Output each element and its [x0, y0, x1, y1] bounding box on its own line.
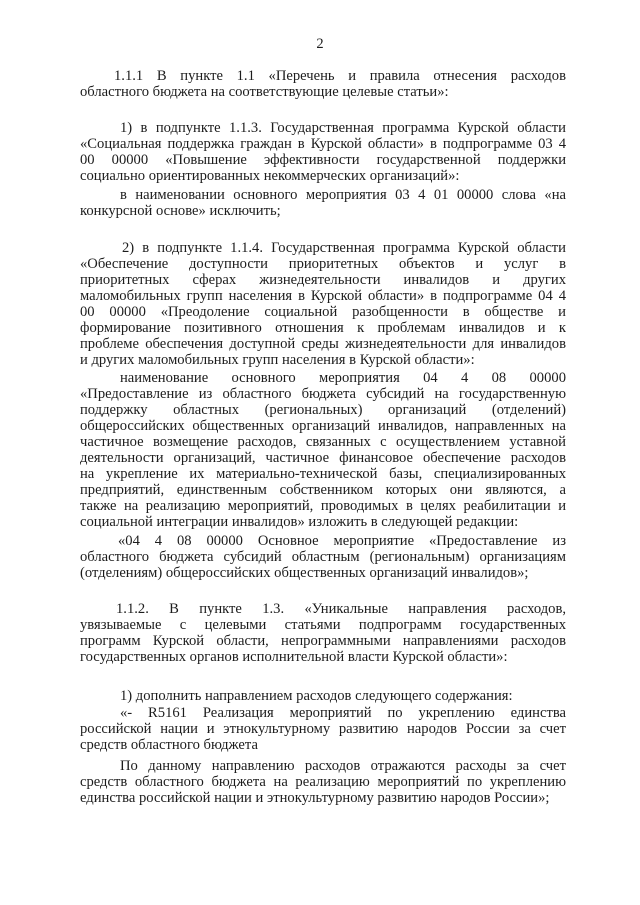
- text-line: наименование основного мероприятия 04 4 08 00000: [120, 370, 566, 386]
- text-line: формирование позитивного отношения к проблемам инвалидов и к: [80, 320, 566, 336]
- text-line: 1) дополнить направлением расходов следующего содержания:: [120, 688, 513, 704]
- text-line: 00 00000 «Преодоление социальной разобщенности в обществе и: [80, 304, 566, 320]
- text-line: «Обеспечение доступности приоритетных объектов и услуг в: [80, 256, 566, 272]
- text-line: областного бюджета субсидий областным (региональным) организациям: [80, 549, 566, 565]
- page-number: 2: [316, 36, 324, 52]
- text-line: увязываемые с целевыми статьями подпрограмм государственных: [80, 617, 566, 633]
- text-line: общероссийских общественных организаций инвалидов, направленных на: [80, 418, 566, 434]
- text-line: маломобильных групп населения в Курской области» в подпрограмме 04 4: [80, 288, 566, 304]
- text-line: 00 00000 «Повышение эффективности государственной поддержки: [80, 152, 566, 168]
- text-line: «- R5161 Реализация мероприятий по укреплению единства: [120, 705, 566, 721]
- text-line: 2) в подпункте 1.1.4. Государственная программа Курской области: [122, 240, 566, 256]
- text-line: деятельности организаций, частичное финансовое обеспечение расходов: [80, 450, 566, 466]
- text-line: частичное возмещение расходов, связанных с осуществлением уставной: [80, 434, 566, 450]
- text-line: социальной интеграции инвалидов» изложить в следующей редакции:: [80, 514, 519, 530]
- text-line: «Предоставление из областного бюджета субсидий на государственную: [80, 386, 566, 402]
- text-line: конкурсной основе» исключить;: [80, 203, 281, 219]
- text-line: областного бюджета на соответствующие целевые статьи»:: [80, 84, 449, 100]
- text-line: в наименовании основного мероприятия 03 4 01 00000 слова «на: [120, 187, 566, 203]
- text-line: единства российской нации и этнокультурному развитию народов России»;: [80, 790, 550, 806]
- text-line: социально ориентированных некоммерческих организаций»:: [80, 168, 460, 184]
- text-line: По данному направлению расходов отражаются расходы за счет: [120, 758, 566, 774]
- text-line: «Социальная поддержка граждан в Курской области» в подпрограмме 03 4: [80, 136, 566, 152]
- text-line: (отделениям) общероссийских общественных организаций инвалидов»;: [80, 565, 529, 581]
- text-line: 1.1.1 В пункте 1.1 «Перечень и правила отнесения расходов: [114, 68, 566, 84]
- text-line: и других маломобильных групп населения в Курской области»:: [80, 352, 475, 368]
- text-line: предприятий, единственным собственником которых они являются, а: [80, 482, 566, 498]
- text-line: на укрепление их материально-технической базы, специализированных: [80, 466, 566, 482]
- text-line: 1.1.2. В пункте 1.3. «Уникальные направления расходов,: [116, 601, 566, 617]
- text-line: «04 4 08 00000 Основное мероприятие «Предоставление из: [118, 533, 566, 549]
- text-line: государственных органов исполнительной власти Курской области»:: [80, 649, 508, 665]
- text-line: приоритетных сферах жизнедеятельности инвалидов и других: [80, 272, 566, 288]
- text-line: средств областного бюджета: [80, 737, 258, 753]
- text-line: 1) в подпункте 1.1.3. Государственная программа Курской области: [120, 120, 566, 136]
- text-line: поддержку областных (региональных) организаций (отделений): [80, 402, 566, 418]
- text-line: программ Курской области, непрограммными направлениями расходов: [80, 633, 566, 649]
- text-line: также на реализацию мероприятий, проводимых в целях реабилитации и: [80, 498, 566, 514]
- text-line: средств областного бюджета на реализацию мероприятий по укреплению: [80, 774, 566, 790]
- text-line: проблеме обеспечения доступной среды жизнедеятельности для инвалидов: [80, 336, 566, 352]
- text-line: российской нации и этнокультурному развитию народов России за счет: [80, 721, 566, 737]
